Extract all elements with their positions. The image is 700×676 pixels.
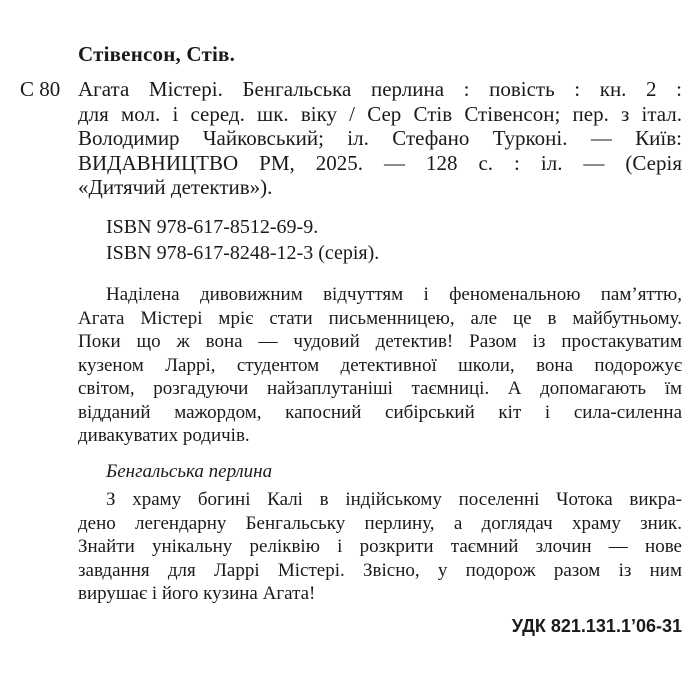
bibliographic-line: «Дитячий детектив»). xyxy=(78,175,273,199)
book-annotation-line: дено легендарну Бенгальську перлину, а доглядач храму зник. xyxy=(78,512,682,534)
annotation-line: кузеном Ларрі, студентом детективної школи, вона подорожує xyxy=(78,354,682,376)
author-heading: Стівенсон, Стів. xyxy=(78,42,236,66)
book-annotation-line: вирушає і його кузина Агата! xyxy=(78,583,316,604)
bibliographic-line: Володимир Чайковський; іл. Стефано Турконі. — Київ: xyxy=(78,126,682,150)
udk-code: УДК 821.131.1’06-31 xyxy=(511,616,682,636)
bibliographic-line: Агата Містері. Бенгальська перлина : повість : кн. 2 : xyxy=(78,77,682,101)
book-annotation xyxy=(78,488,682,606)
book-annotation-line: Знайти унікальну реліквію і розкрити таємний злочин — нове xyxy=(78,536,682,557)
book-annotation-line: завдання для Ларрі Містері. Звісно, у подорож разом із ним xyxy=(78,559,682,581)
annotation-line: світом, розгадуючи найзаплутаніші таємниці. А допомагають їм xyxy=(78,378,682,399)
isbn-book: ISBN 978-617-8512-69-9. xyxy=(106,216,319,238)
annotation-line: Наділена дивовижним відчуттям і феноменальною пам’яттю, xyxy=(106,284,682,305)
bibliographic-description xyxy=(78,77,682,200)
annotation-line: Поки що ж вона — чудовий детектив! Разом із простакуватим xyxy=(78,331,682,352)
annotation-line: відданий мажордом, капосний сибірський кіт і сила-силенна xyxy=(78,401,682,423)
book-subtitle: Бенгальська перлина xyxy=(106,461,273,482)
series-annotation xyxy=(78,283,682,448)
call-number: С 80 xyxy=(20,77,61,101)
isbn-series: ISBN 978-617-8248-12-3 (серія). xyxy=(106,242,380,264)
annotation-line: Агата Містері мріє стати письменницею, але це в майбутньому. xyxy=(78,307,682,329)
book-annotation-line: З храму богині Калі в індійському поселенні Чотока викра- xyxy=(106,489,682,510)
bibliographic-line: ВИДАВНИЦТВО РМ, 2025. — 128 с. : іл. — (Серія xyxy=(78,150,682,175)
annotation-line: дивакуватих родичів. xyxy=(78,425,250,446)
bibliographic-line: для мол. і серед. шк. віку / Сер Стів Стівенсон; пер. з італ. xyxy=(78,101,682,126)
